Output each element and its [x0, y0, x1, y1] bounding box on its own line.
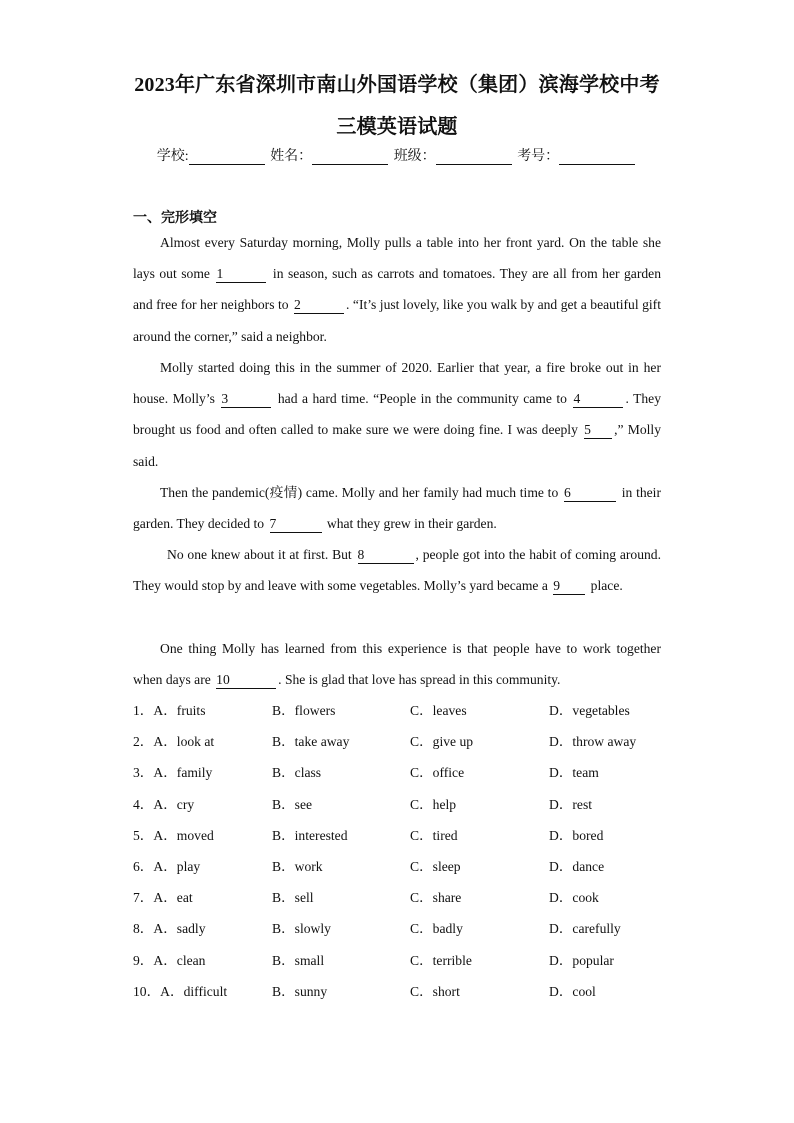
option-b[interactable]: B．flowers	[272, 703, 336, 718]
number-blank[interactable]	[559, 150, 635, 165]
blank-7[interactable]: 7	[270, 516, 322, 533]
option-b[interactable]: B．sell	[272, 890, 314, 906]
passage-text: . “It’s just lovely, like you walk by and get a beautiful gift around the corner,” said a neighbor.	[133, 297, 661, 344]
option-a[interactable]: 1．A．fruits	[133, 703, 206, 718]
option-b[interactable]: B．work	[272, 858, 323, 874]
question-row	[133, 789, 693, 820]
passage-paragraph-2	[133, 352, 661, 477]
option-d[interactable]: D．rest	[549, 796, 593, 812]
passage-text: what they grew in their garden.	[323, 516, 497, 532]
option-a[interactable]: 6．A．play	[133, 858, 201, 874]
passage-paragraph-5	[133, 633, 661, 695]
passage-paragraph-1	[133, 227, 661, 352]
school-label: 学校:	[156, 149, 189, 164]
student-info-row	[0, 145, 794, 165]
option-c[interactable]: C．sleep	[410, 858, 461, 874]
blank-8[interactable]: 8	[358, 547, 414, 564]
option-d[interactable]: D．throw away	[549, 734, 637, 750]
option-b[interactable]: B．see	[272, 796, 313, 812]
blank-4[interactable]: 4	[573, 391, 623, 408]
blank-2[interactable]: 2	[294, 297, 344, 314]
option-d[interactable]: D．cool	[549, 983, 596, 999]
question-row	[133, 882, 693, 913]
question-row	[133, 757, 693, 788]
option-a[interactable]: 4．A．cry	[133, 796, 195, 812]
name-blank[interactable]	[312, 150, 388, 165]
question-row	[133, 945, 693, 976]
passage-text: One thing Molly has learned from this experience is that people have to work together when days are	[133, 641, 661, 688]
passage-text: No one knew about it at first. But	[167, 547, 356, 562]
passage-text: in season, such as carrots and tomatoes. They are all from her garden and free for her neighbors to	[133, 266, 661, 313]
option-a[interactable]: 8．A．sadly	[133, 921, 206, 937]
option-a[interactable]: 7．A．eat	[133, 890, 193, 906]
option-c[interactable]: C．give up	[410, 734, 474, 750]
question-row	[133, 820, 693, 851]
option-d[interactable]: D．cook	[549, 890, 599, 906]
option-b[interactable]: B．interested	[272, 827, 348, 843]
option-d[interactable]: D．bored	[549, 827, 604, 843]
blank-6[interactable]: 6	[564, 485, 616, 502]
passage-text: had a hard time. “People in the community came to	[273, 391, 572, 407]
number-label: 考号：	[517, 149, 560, 164]
option-c[interactable]: C．office	[410, 765, 465, 781]
option-c[interactable]: C．tired	[410, 827, 458, 843]
option-b[interactable]: B．class	[272, 765, 322, 781]
passage-text: Molly started doing this in the summer of 2020. Earlier that year, a fire broke out in her house. Molly’s	[133, 360, 661, 407]
name-label: 姓名：	[270, 149, 313, 164]
school-blank[interactable]	[189, 150, 265, 165]
question-row	[133, 695, 693, 726]
section-heading: 一、完形填空	[133, 211, 217, 226]
question-row	[133, 726, 693, 757]
passage-text: ,” Molly said.	[133, 422, 661, 469]
question-options	[133, 695, 693, 1007]
passage-text: Then the pandemic(疫情) came. Molly and her family had much time to	[160, 485, 562, 500]
question-row	[133, 976, 693, 1007]
passage-paragraph-4	[133, 539, 661, 601]
option-d[interactable]: D．vegetables	[549, 703, 630, 718]
option-c[interactable]: C．terrible	[410, 952, 472, 968]
option-c[interactable]: C．badly	[410, 921, 463, 937]
option-a[interactable]: 5．A．moved	[133, 827, 214, 843]
option-a[interactable]: 2．A．look at	[133, 734, 215, 750]
blank-3[interactable]: 3	[221, 391, 271, 408]
blank-10[interactable]: 10	[216, 672, 276, 689]
option-b[interactable]: B．sunny	[272, 983, 328, 999]
passage-paragraph-3	[133, 477, 661, 539]
class-blank[interactable]	[436, 150, 512, 165]
blank-5[interactable]: 5	[584, 422, 612, 439]
option-a[interactable]: 3．A．family	[133, 765, 213, 781]
passage-text: place.	[587, 578, 623, 594]
exam-title-line1: 2023年广东省深圳市南山外国语学校（集团）滨海学校中考	[134, 74, 660, 96]
passage-text: . They brought us food and often called to make sure we were doing fine. I was deeply	[133, 391, 662, 438]
option-c[interactable]: C．leaves	[410, 703, 467, 718]
class-label: 班级：	[393, 149, 436, 164]
option-b[interactable]: B．small	[272, 952, 325, 968]
passage-text: , people got into the habit of coming around. They would stop by and leave with some vegetables. Molly’s yard became a	[133, 547, 661, 594]
question-row	[133, 913, 693, 944]
option-b[interactable]: B．take away	[272, 734, 350, 750]
blank-1[interactable]: 1	[216, 266, 266, 283]
blank-9[interactable]: 9	[553, 578, 585, 595]
option-c[interactable]: C．help	[410, 796, 457, 812]
passage-text: Almost every Saturday morning, Molly pulls a table into her front yard. On the table she lays out some	[133, 235, 661, 282]
option-d[interactable]: D．team	[549, 765, 599, 781]
option-d[interactable]: D．carefully	[549, 921, 621, 937]
exam-title-line2: 三模英语试题	[336, 116, 458, 138]
option-a[interactable]: 9．A．clean	[133, 952, 206, 968]
option-d[interactable]: D．dance	[549, 858, 605, 874]
option-c[interactable]: C．short	[410, 983, 460, 999]
question-row	[133, 851, 693, 882]
option-d[interactable]: D．popular	[549, 952, 614, 968]
passage-text: in their garden. They decided to	[133, 485, 661, 532]
option-b[interactable]: B．slowly	[272, 921, 331, 937]
option-c[interactable]: C．share	[410, 890, 462, 906]
option-a[interactable]: 10．A．difficult	[133, 983, 228, 999]
passage-text: . She is glad that love has spread in this community.	[278, 672, 561, 688]
